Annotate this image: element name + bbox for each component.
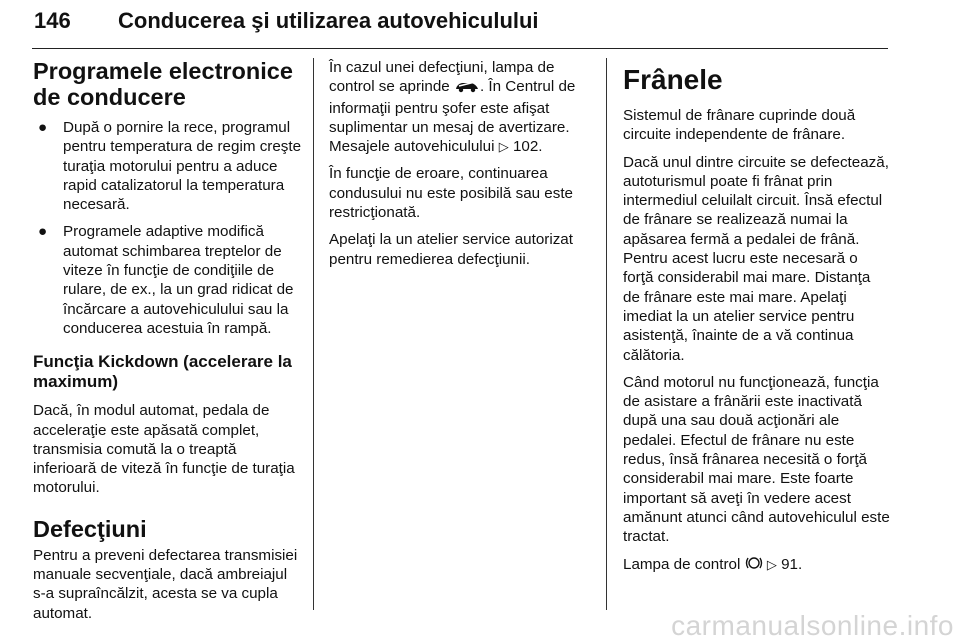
brakes-paragraph-3: Când motorul nu funcţionează, funcţia de asistare a frânării este inactivată după una sau două acţionări ale pedalei. Efectul de frânare nu este redus, însă frânarea necesită o forţă considerabil mai mare. Este foarte important să aveţi în vedere acest amănunt atunci când autovehiculul este tractat. — [623, 373, 890, 546]
brakes-paragraph-1: Sistemul de frânare cuprinde două circuite independente de frânare. — [623, 107, 856, 144]
section-title-brakes: Frânele — [623, 64, 723, 95]
fault-text-start: În cazul unei defecţiuni, lampa de control se aprinde — [329, 59, 555, 96]
column-divider — [606, 58, 607, 610]
list-item — [33, 222, 303, 338]
column-middle — [329, 58, 591, 277]
section-title-defects: Defecţiuni — [33, 515, 147, 542]
list-item — [33, 118, 303, 214]
column-left — [33, 58, 303, 631]
brakes-paragraph-4 — [623, 555, 891, 576]
page-header — [32, 0, 888, 49]
subsection-title-kickdown: Funcţia Kickdown (accelerare la maximum) — [33, 352, 292, 392]
control-lamp-text: Lampa de control — [623, 555, 741, 573]
restriction-paragraph: În funcţie de eroare, continuarea condusului nu este posibilă sau este restricţionată. — [329, 165, 574, 222]
list-item-text: Programele adaptive modifică automat schimbarea treptelor de viteze în funcţie de condiţiile de rulare, de ex., la un grad ridicat de încărcare a autovehiculului sau la conducerea acestuia în rampă. — [63, 223, 294, 337]
watermark: carmanualsonline.info — [671, 610, 954, 641]
kickdown-paragraph: Dacă, în modul automat, pedala de acceleraţie este apăsată complet, transmisia comută la o treaptă inferioară de viteză în funcţie de turaţia motorului. — [33, 402, 295, 497]
page-reference: 91. — [781, 555, 803, 573]
chapter-title: Conducerea şi utilizarea autovehiculului — [118, 8, 539, 33]
brake-warning-icon — [745, 555, 763, 576]
fault-paragraph — [329, 58, 591, 156]
bullet-icon: ● — [38, 223, 48, 241]
column-divider — [313, 58, 314, 610]
column-right — [623, 58, 891, 584]
page-reference: 102. — [512, 138, 543, 156]
fault-text-end: . În Centrul de informaţii pentru şofer este afişat suplimentar un mesaj de avertizare. Mesajele autovehiculului — [329, 78, 576, 156]
section-title-electronic-programs: Programele electronice de conducere — [33, 58, 293, 110]
list-item-text: După o pornire la rece, programul pentru temperatura de regim creşte turaţia motorului pentru a aduce rapid catalizatorul la temperatura necesară. — [63, 119, 302, 214]
program-list — [33, 118, 303, 338]
bullet-icon: ● — [38, 119, 48, 136]
defects-paragraph: Pentru a preveni defectarea transmisiei manuale secvenţiale, dacă ambreiajul s-a supraîncălzit, acesta se va cupla automat. — [33, 546, 298, 622]
car-spanner-warning-icon — [454, 79, 480, 98]
page-reference-arrow-icon: ▷ — [766, 556, 777, 572]
page-reference-arrow-icon: ▷ — [498, 139, 509, 155]
service-paragraph: Apelaţi la un atelier service autorizat pentru remedierea defecţiunii. — [329, 231, 573, 268]
page-number: 146 — [34, 8, 71, 33]
brakes-paragraph-2: Dacă unul dintre circuite se defectează, autoturismul poate fi frânat prin intermediul celuilalt circuit. Însă efectul de frânare se realizează numai la apăsarea fermă a pedalei de frână. Pentru acest lucru este necesară o forţă considerabil mai mare. Distanţa de frânare este mai mare. Apelaţi imediat la un atelier service pentru asistenţă, înainte de a vă continua călătoria. — [623, 153, 889, 364]
